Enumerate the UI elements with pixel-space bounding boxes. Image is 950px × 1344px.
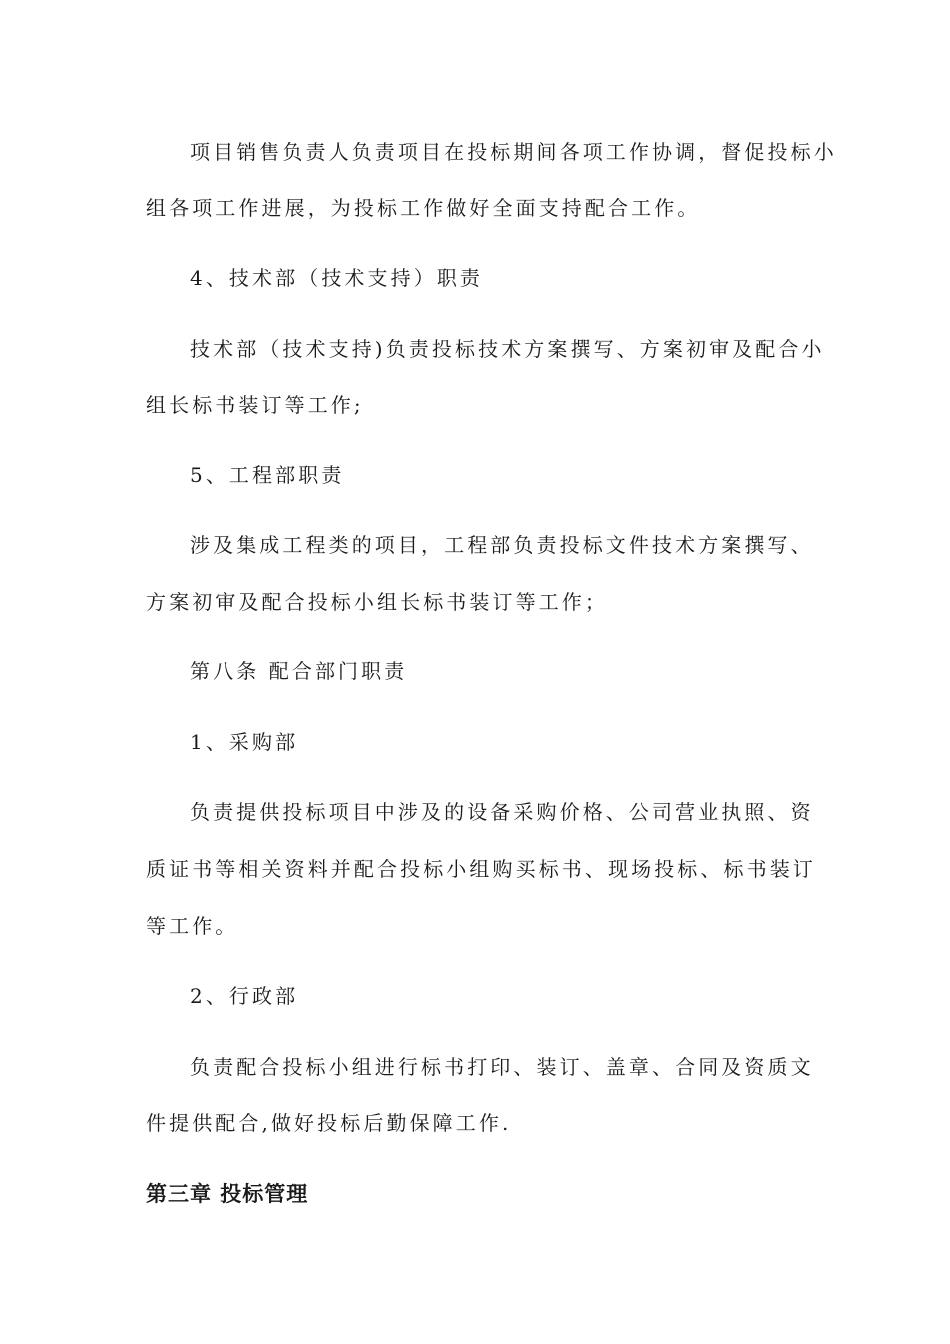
paragraph-3-line-1: 技术部（技术支持)负责投标技术方案撰写、方案初审及配合小 bbox=[190, 337, 825, 361]
section-heading-purchasing-dept: 1、采购部 bbox=[190, 730, 299, 754]
paragraph-5-line-1: 涉及集成工程类的项目，工程部负责投标文件技术方案撰写、 bbox=[190, 533, 814, 557]
article-heading-cooperating-depts: 第八条 配合部门职责 bbox=[190, 659, 408, 683]
section-heading-engineering-dept: 5、工程部职责 bbox=[190, 463, 345, 487]
paragraph-1-line-1: 项目销售负责人负责项目在投标期间各项工作协调，督促投标小 bbox=[190, 140, 837, 164]
paragraph-8-line-2: 质证书等相关资料并配合投标小组购买标书、现场投标、标书装订 bbox=[146, 857, 816, 881]
section-heading-admin-dept: 2、行政部 bbox=[190, 984, 299, 1008]
paragraph-8-line-3: 等工作。 bbox=[146, 914, 239, 938]
paragraph-10-line-2: 件提供配合,做好投标后勤保障工作. bbox=[146, 1111, 512, 1135]
paragraph-8-line-1: 负责提供投标项目中涉及的设备采购价格、公司营业执照、资 bbox=[190, 800, 814, 824]
paragraph-3-line-2: 组长标书装订等工作; bbox=[146, 393, 364, 417]
paragraph-1-line-2: 组各项工作进展，为投标工作做好全面支持配合工作。 bbox=[146, 196, 701, 220]
paragraph-5-line-2: 方案初审及配合投标小组长标书装订等工作； bbox=[146, 590, 608, 614]
section-heading-technical-dept: 4、技术部（技术支持）职责 bbox=[190, 266, 484, 290]
paragraph-10-line-1: 负责配合投标小组进行标书打印、装订、盖章、合同及资质文 bbox=[190, 1055, 814, 1079]
chapter-heading: 第三章 投标管理 bbox=[146, 1182, 309, 1206]
